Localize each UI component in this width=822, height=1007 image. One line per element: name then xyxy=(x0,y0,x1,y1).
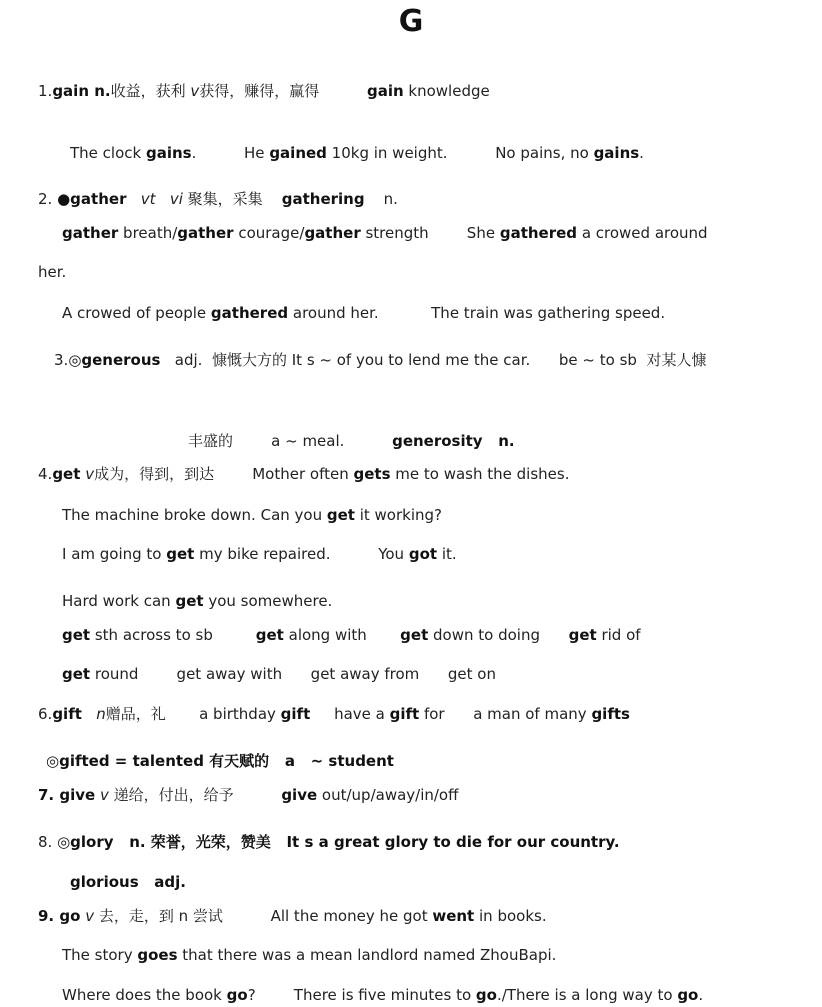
text-segment xyxy=(126,190,140,208)
text-segment: ? There is five minutes to xyxy=(247,986,476,1004)
text-segment: 成为，得到，到达 Mother often xyxy=(94,465,354,483)
bold-term: go xyxy=(226,986,248,1004)
bold-term: get xyxy=(255,626,284,644)
entry-get xyxy=(38,464,569,484)
entry-glory xyxy=(38,832,620,852)
text-segment: . He xyxy=(191,144,270,162)
example-go-2 xyxy=(62,985,703,1005)
text-segment: v xyxy=(190,82,200,100)
bold-term: gather xyxy=(177,224,234,242)
text-segment: Where does the book xyxy=(62,986,227,1004)
text-segment: round get away with get away from get on xyxy=(90,665,496,683)
text-segment: it working? xyxy=(354,506,442,524)
bold-term: gather xyxy=(304,224,361,242)
bold-term: 7. give xyxy=(38,786,96,804)
text-segment: ./There is a long way to xyxy=(496,986,678,1004)
phrases-get-1 xyxy=(62,625,641,645)
bold-term: 9. go xyxy=(38,907,81,925)
bold-term: get xyxy=(62,665,91,683)
text-segment: v xyxy=(99,786,109,804)
text-segment: that there was a mean landlord named ZhouBapi. xyxy=(177,946,557,964)
bold-term: get xyxy=(62,626,91,644)
bold-term: get xyxy=(175,592,204,610)
text-segment: n. xyxy=(364,190,398,208)
text-segment: . xyxy=(698,986,704,1004)
example-get-3 xyxy=(62,591,332,611)
entry-gather xyxy=(38,189,398,209)
text-segment: courage/ xyxy=(233,224,305,242)
bold-term: gathering xyxy=(281,190,365,208)
text-segment: a crowed around xyxy=(577,224,708,242)
text-segment xyxy=(82,705,96,723)
text-segment: n xyxy=(96,705,106,723)
text-segment: 赠品，礼 a birthday xyxy=(105,705,281,723)
text-segment: 丰盛的 a ~ meal. xyxy=(188,432,393,450)
bold-term: went xyxy=(432,907,475,925)
bold-term: go xyxy=(677,986,699,1004)
bold-term: give xyxy=(281,786,318,804)
example-gain xyxy=(70,143,644,163)
bold-term: gains xyxy=(593,144,640,162)
bold-term: glorious adj. xyxy=(70,873,187,891)
text-segment: breath/ xyxy=(118,224,178,242)
entry-gifted xyxy=(46,751,394,771)
entry-generous xyxy=(54,350,706,370)
bold-term: gift xyxy=(52,705,82,723)
text-segment: for a man of many xyxy=(419,705,592,723)
example-get-2 xyxy=(62,544,457,564)
example-get-1 xyxy=(62,505,442,525)
bold-term: gain xyxy=(366,82,404,100)
bold-term: ●gather xyxy=(57,190,127,208)
text-segment: along with xyxy=(283,626,401,644)
entry-gift xyxy=(38,704,630,724)
text-segment: . xyxy=(639,144,644,162)
entry-give xyxy=(38,785,458,805)
phrases-get-2 xyxy=(62,664,496,684)
text-segment: vt vi xyxy=(140,190,183,208)
text-segment: strength She xyxy=(360,224,500,242)
text-segment: 收益，获利 xyxy=(110,82,191,100)
text-segment: v xyxy=(85,907,95,925)
text-segment: it. xyxy=(437,545,457,563)
text-segment: sth across to sb xyxy=(90,626,256,644)
bold-term: gather xyxy=(62,224,119,242)
page-heading: G xyxy=(398,4,424,39)
text-segment: 去，走，到 n 尝试 All the money he got xyxy=(94,907,433,925)
text-segment: Hard work can xyxy=(62,592,176,610)
bold-term: ◎gifted = talented 有天赋的 a ~ student xyxy=(46,752,394,770)
text-segment: my bike repaired. You xyxy=(194,545,409,563)
text-segment: 3. xyxy=(54,351,69,369)
bold-term: gathered xyxy=(499,224,578,242)
bold-term: go xyxy=(475,986,497,1004)
text-segment: around her. The train was gathering speed. xyxy=(288,304,666,322)
bold-term: generosity n. xyxy=(392,432,515,450)
bold-term: ◎glory n. 荣誉，光荣，赞美 It s a great glory to die for our country. xyxy=(57,833,620,851)
bold-term: gifts xyxy=(591,705,630,723)
text-segment: her. xyxy=(38,263,67,281)
bold-term: got xyxy=(408,545,438,563)
text-segment: The clock xyxy=(70,144,146,162)
text-segment: I am going to xyxy=(62,545,167,563)
text-segment: The story xyxy=(62,946,138,964)
bold-term: ◎generous xyxy=(68,351,161,369)
example-gather-1-cont xyxy=(38,262,66,282)
bold-term: gift xyxy=(389,705,420,723)
bold-term: gains xyxy=(145,144,192,162)
bold-term: gathered xyxy=(210,304,289,322)
text-segment: 10kg in weight. No pains, no xyxy=(326,144,594,162)
text-segment: down to doing xyxy=(428,626,569,644)
text-segment: v xyxy=(85,465,95,483)
text-segment: 4. xyxy=(38,465,53,483)
text-segment: you somewhere. xyxy=(203,592,333,610)
entry-gain xyxy=(38,81,490,101)
bold-term: get xyxy=(52,465,81,483)
text-segment: have a xyxy=(310,705,390,723)
example-go-1 xyxy=(62,945,556,965)
text-segment: 6. xyxy=(38,705,53,723)
bold-term: get xyxy=(400,626,429,644)
text-segment: rid of xyxy=(596,626,641,644)
bold-term: goes xyxy=(137,946,178,964)
text-segment: 8. xyxy=(38,833,58,851)
text-segment: 2. xyxy=(38,190,58,208)
bold-term: get xyxy=(326,506,355,524)
example-gather-2 xyxy=(62,303,665,323)
bold-term: gained xyxy=(269,144,327,162)
text-segment: out/up/away/in/off xyxy=(317,786,459,804)
text-segment: The machine broke down. Can you xyxy=(62,506,327,524)
entry-glorious xyxy=(70,872,186,892)
text-segment: adj. 慷慨大方的 It s ~ of you to lend me the car. be ~ to sb 对某人慷 xyxy=(160,351,707,369)
bold-term: gain n. xyxy=(52,82,111,100)
text-segment: A crowed of people xyxy=(62,304,211,322)
bold-term: gift xyxy=(280,705,311,723)
entry-go xyxy=(38,906,547,926)
text-segment: 获得，赚得，赢得 xyxy=(199,82,367,100)
text-segment: 1. xyxy=(38,82,53,100)
entry-generous-cont xyxy=(188,431,515,451)
text-segment: 聚集，采集 xyxy=(182,190,282,208)
bold-term: get xyxy=(166,545,195,563)
text-segment: 递给，付出，给予 xyxy=(108,786,282,804)
bold-term: gets xyxy=(353,465,391,483)
example-gather-1 xyxy=(62,223,708,243)
text-segment: me to wash the dishes. xyxy=(390,465,570,483)
text-segment: knowledge xyxy=(403,82,490,100)
bold-term: get xyxy=(568,626,597,644)
text-segment: in books. xyxy=(474,907,547,925)
